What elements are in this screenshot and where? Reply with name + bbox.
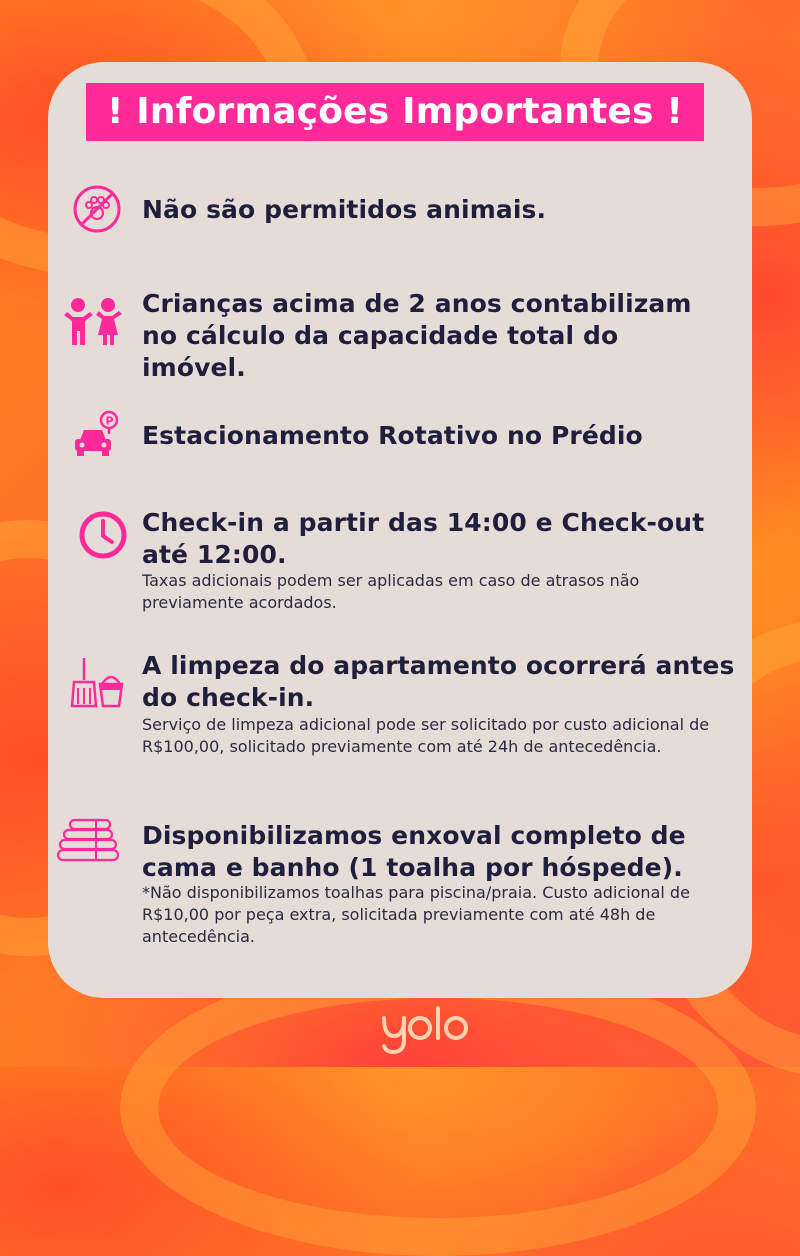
item-subtext: Serviço de limpeza adicional pode ser solicitado por custo adicional de R$100,00, solicitado previamente com até 24h de antecedência. bbox=[142, 715, 710, 756]
page-title: ! Informações Importantes ! bbox=[86, 83, 704, 141]
cleaning-icon bbox=[70, 656, 126, 710]
item-subtext: Taxas adicionais podem ser aplicadas em caso de atrasos não previamente acordados. bbox=[142, 571, 640, 612]
parking-car-icon bbox=[72, 410, 122, 460]
yolo-logo bbox=[376, 1004, 476, 1058]
no-pets-icon bbox=[70, 182, 124, 236]
item-heading: Crianças acima de 2 anos contabilizam no cálculo da capacidade total do imóvel. bbox=[142, 289, 701, 382]
children-icon bbox=[60, 297, 128, 347]
svg-text:P: P bbox=[105, 414, 114, 428]
item-heading: Check-in a partir das 14:00 e Check-out até 12:00. bbox=[142, 508, 705, 569]
towels-icon bbox=[56, 818, 122, 862]
item-heading: Disponibilizamos enxoval completo de cama e banho (1 toalha por hóspede). bbox=[142, 821, 686, 882]
item-heading: A limpeza do apartamento ocorrerá antes do check-in. bbox=[142, 651, 735, 712]
item-heading: Não são permitidos animais. bbox=[142, 195, 547, 224]
item-heading: Estacionamento Rotativo no Prédio bbox=[142, 421, 643, 450]
item-subtext: *Não disponibilizamos toalhas para piscina/praia. Custo adicional de R$10,00 por peça extra, solicitada previamente com até 48h de antecedência. bbox=[142, 883, 690, 946]
clock-icon bbox=[76, 508, 130, 562]
